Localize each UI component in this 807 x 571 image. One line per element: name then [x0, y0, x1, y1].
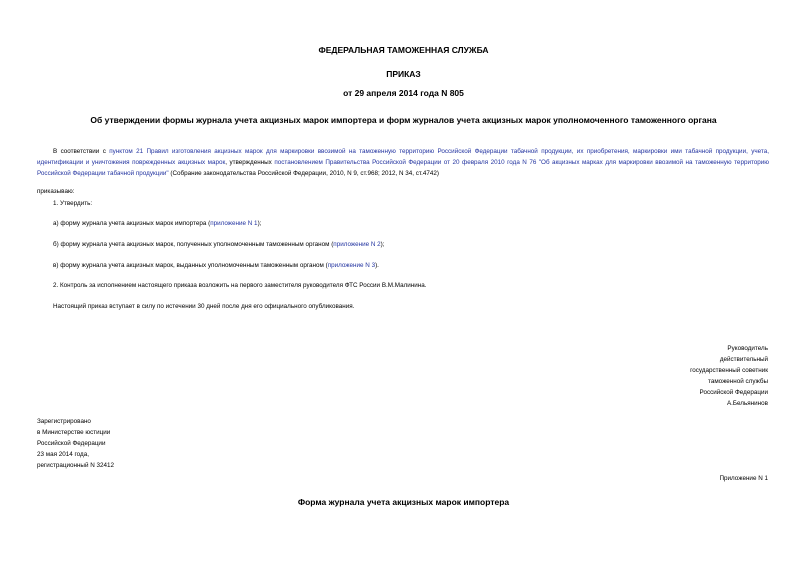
appendix-2-link[interactable]: приложение N 2	[333, 241, 381, 248]
item-b-text: б) форму журнала учета акцизных марок, полученных уполномоченным таможенным органом (	[53, 241, 334, 248]
order-word: приказываю:	[37, 188, 75, 195]
rules-link[interactable]: пунктом 21 Правил изготовления акцизных марок для маркировки ввозимой на таможенную территорию Российской Федерации табачной продукции, их приобретения, маркировки ими табачной продукции, учета, идентификации и уничтожения поврежденных акцизных марок	[37, 148, 769, 166]
item-b	[53, 240, 385, 250]
document-title: Об утверждении формы журнала учета акцизных марок импортера и форм журналов учета акцизных марок уполномоченного таможенного органа	[90, 115, 717, 125]
appendix-number: Приложение N 1	[719, 475, 768, 482]
preamble-text-1: В соответствии с	[53, 148, 110, 155]
item-c-end: ).	[375, 262, 379, 269]
item-c-text: в) форму журнала учета акцизных марок, выданных уполномоченным таможенным органом (	[53, 262, 328, 269]
registration-date: 23 мая 2014 года,	[37, 451, 89, 458]
signature-line: Российской Федерации	[699, 389, 768, 396]
signature-line: Руководитель	[727, 345, 768, 352]
item-1: 1. Утвердить:	[53, 200, 93, 207]
item-a-end: );	[257, 220, 262, 227]
preamble-paragraph	[37, 146, 769, 179]
item-a-text: а) форму журнала учета акцизных марок импортера (	[53, 220, 211, 227]
signature-line: действительный	[719, 356, 768, 363]
document-date-number: от 29 апреля 2014 года N 805	[343, 88, 464, 98]
preamble-text-2: , утвержденных	[225, 159, 275, 166]
appendix-1-link[interactable]: приложение N 1	[210, 220, 258, 227]
registration-block	[37, 416, 114, 471]
effective-date-text: Настоящий приказ вступает в силу по истечении 30 дней после дня его официального опубликования.	[53, 303, 355, 310]
registration-line: в Министерстве юстиции	[37, 429, 111, 436]
preamble-text-3: (Собрание законодательства Российской Федерации, 2010, N 9, ст.968; 2012, N 34, ст.4742)	[168, 170, 439, 177]
registration-line: Российской Федерации	[37, 440, 106, 447]
item-a	[53, 219, 261, 229]
government-decree-link[interactable]: постановлением Правительства Российской Федерации от 20 февраля 2010 года N 76 "Об акцизных марках для маркировки ввозимой на таможенную территорию Российской Федерации табачной продукции"	[37, 159, 770, 177]
item-2: 2. Контроль за исполнением настоящего приказа возложить на первого заместителя руководителя ФТС России В.М.Малинина.	[53, 282, 427, 289]
signature-line: государственный советник	[690, 367, 768, 374]
appendix-title: Форма журнала учета акцизных марок импортера	[297, 497, 510, 507]
signature-line: таможенной службы	[708, 378, 768, 385]
registration-line: Зарегистрировано	[37, 418, 91, 425]
signatory-name: А.Бельянинов	[726, 400, 768, 407]
document-type: ПРИКАЗ	[386, 69, 421, 79]
registration-number: регистрационный N 32412	[37, 462, 115, 469]
agency-name: ФЕДЕРАЛЬНАЯ ТАМОЖЕННАЯ СЛУЖБА	[318, 45, 489, 55]
appendix-3-link[interactable]: приложение N 3	[327, 262, 376, 269]
signature-block	[690, 343, 768, 409]
item-c	[53, 261, 379, 271]
item-b-end: );	[380, 241, 385, 248]
